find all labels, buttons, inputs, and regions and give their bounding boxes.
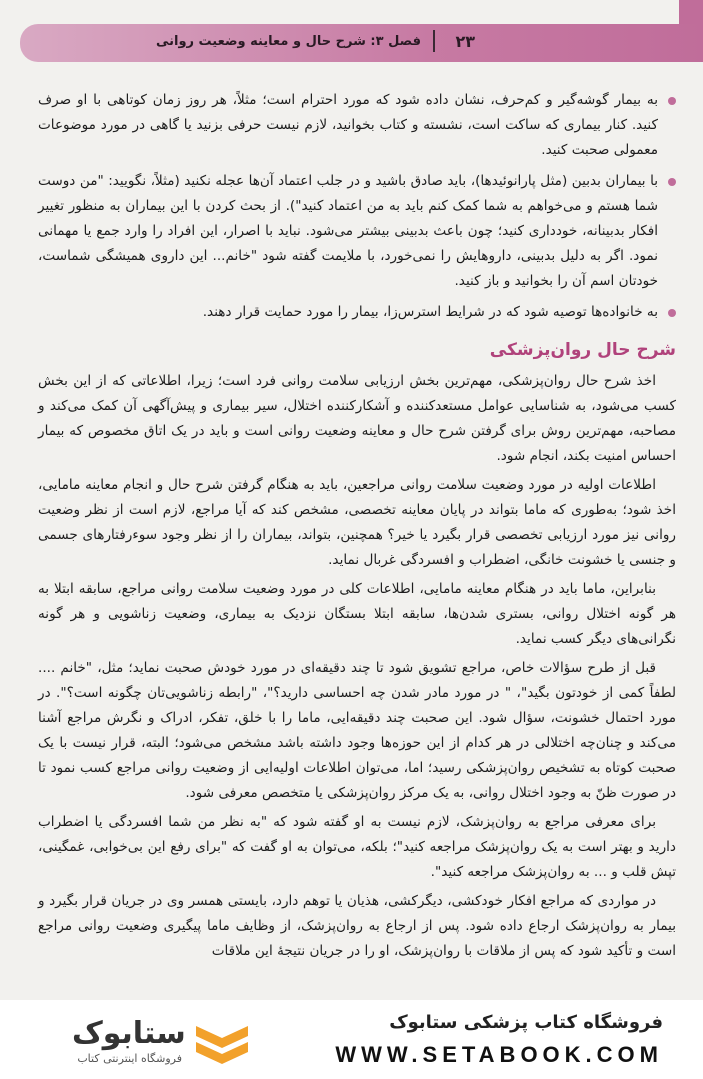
- logo-word: ستابوک: [72, 1016, 186, 1051]
- paragraph: در مواردی که مراجع افکار خودکشی، دیگرکشی، هذیان یا توهم دارد، بایستی همسر وی در جریان قرار بگیرد و بیمار به روان‌پزشک ارجاع داده شود. پس از ارجاع به روان‌پزشک، از وظایف ماما پیگیری وضعیت روانی مراجع است و تأکید شود که پس از ملاقات با روان‌پزشک، او را در جریان نتیجهٔ این ملاقات: [38, 893, 676, 959]
- paragraph: قبل از طرح سؤالات خاص، مراجع تشویق شود تا چند دقیقه‌ای در مورد خودش صحبت نماید؛ مثل، "خانم .... لطفاً کمی از خودتون بگید"، " در مورد مادر شدن چه احساسی دارید؟"، "رابطه زناشویی‌تان چگونه است؟". در مورد احتمال خشونت، سؤال شود. این صحبت چند دقیقه‌ایی، ماما را با خلق، تفکر، ادراک و نگرش مراجع آشنا می‌کند و چنان‌چه اختلالی در هر کدام از این حوزه‌ها وجود داشته باشد مشخص می‌شود؛ البته، قرار نیست با یک صحبت کوتاه به تشخیص روان‌پزشکی رسید؛ اما، می‌توان اطلاعات اولیه‌ایی از وضعیت روانی مراجع کسب نمود تا در صورت ظنّ به وجود اختلال روانی، به یک مرکز روان‌پزشکی یا متخصص معرفی شود.: [38, 660, 676, 801]
- header-corner: [679, 0, 703, 24]
- bullet-item: به بیمار گوشه‌گیر و کم‌حرف، نشان داده شود که مورد احترام است؛ مثلاً، هر روز زمان کوتاهی با او صرف کنید. کنار بیماری که ساکت است، نشسته و کتاب بخوانید، لازم نیست حرفی بزنید یا گاهی در مورد موضوعات معمولی صحبت کنید.: [38, 88, 676, 163]
- bullet-item: با بیماران بدبین (مثل پارانوئیدها)، باید صادق باشید و در جلب اعتماد آن‌ها عجله نکنید (مثلاً، نگویید: "من دوست شما هستم و می‌خواهم به شما کمک کنم باید به من اعتماد کنید"). از بحث کردن با این بیماران به منظور تغییر افکار بدبینانه، خودداری کنید؛ چون باعث بدبینی بیشتر می‌شود. نباید با اصرار، این افراد را وارد جمع یا مهمانی نمود. اگر به دلیل بدبینی، داروهایش را نمی‌خورد، با ملایمت گفته شود "خانم... این داروی همیشگی شماست، خودتان اسم آن را بخوانید و باز کنید.: [38, 169, 676, 294]
- header-divider: [433, 30, 435, 52]
- chapter-title: فصل ۳: شرح حال و معاینه وضعیت روانی: [155, 34, 421, 49]
- store-logo[interactable]: [22, 1012, 272, 1072]
- paragraph: بنابراین، ماما باید در هنگام معاینه مامایی، اطلاعات کلی در مورد وضعیت سلامت روانی مراجع، سابقه ابتلا به هر گونه اختلال روانی، بستری شدن‌ها، سابقه ابتلا بستگان نزدیک به بیماری، وضعیت زناشویی و هر گونه نگرانی‌های دیگر کسب نماید.: [38, 581, 676, 647]
- paragraph: برای معرفی مراجع به روان‌پزشک، لازم نیست به او گفته شود که "به نظر من شما افسردگی یا اضطراب دارید و بهتر است به یک روان‌پزشک مراجعه کنید"؛ بلکه، می‌توان به او گفت که "برای رفع این بی‌خوابی، غمگینی، تپش قلب و ... به روان‌پزشک مراجعه کنید".: [38, 814, 676, 880]
- logo-tagline: فروشگاه اینترنتی کتاب: [77, 1052, 182, 1065]
- store-url[interactable]: WWW.SETABOOK.COM: [335, 1042, 663, 1067]
- section-title: شرح حال روان‌پزشکی: [489, 340, 676, 360]
- page-content: [38, 88, 676, 968]
- book-logo-icon: [192, 1018, 252, 1068]
- page-header: [20, 24, 703, 62]
- page-number: ۲۳: [455, 32, 475, 51]
- store-banner: [0, 1000, 703, 1079]
- paragraph: اطلاعات اولیه در مورد وضعیت سلامت روانی مراجعین، باید به هنگام گرفتن شرح حال و انجام معاینه مامایی، اخذ شود؛ به‌طوری که ماما بتواند در پایان معاینه تخصصی، مشخص کند که آیا مراجع، لازم است از نظر وضعیت روانی نیز مورد ارزیابی تخصصی قرار بگیرد یا خیر؟ همچنین، بتواند، بیماران را از نظر وجود سوء‌رفتارهای جسمی و جنسی یا خشونت خانگی، اضطراب و افسردگی غربال نماید.: [38, 477, 676, 568]
- paragraph: اخذ شرح حال روان‌پزشکی، مهم‌ترین بخش ارزیابی سلامت روانی فرد است؛ زیرا، اطلاعاتی که از این بخش کسب می‌شود، به شناسایی عوامل مستعدکننده و آشکارکننده اختلال، سیر بیماری و پیش‌آگهی آن کمک می‌کند و مصاحبه، مهم‌ترین روش برای گرفتن شرح حال و معاینه وضعیت روانی است و باید در یک اتاق مخصوص که بیمار احساس امنیت بکند، انجام شود.: [38, 373, 676, 464]
- bullet-item: به خانواده‌ها توصیه شود که در شرایط استرس‌زا، بیمار را مورد حمایت قرار دهند.: [38, 300, 676, 325]
- store-title: فروشگاه کتاب پزشکی ستابوک: [389, 1012, 663, 1033]
